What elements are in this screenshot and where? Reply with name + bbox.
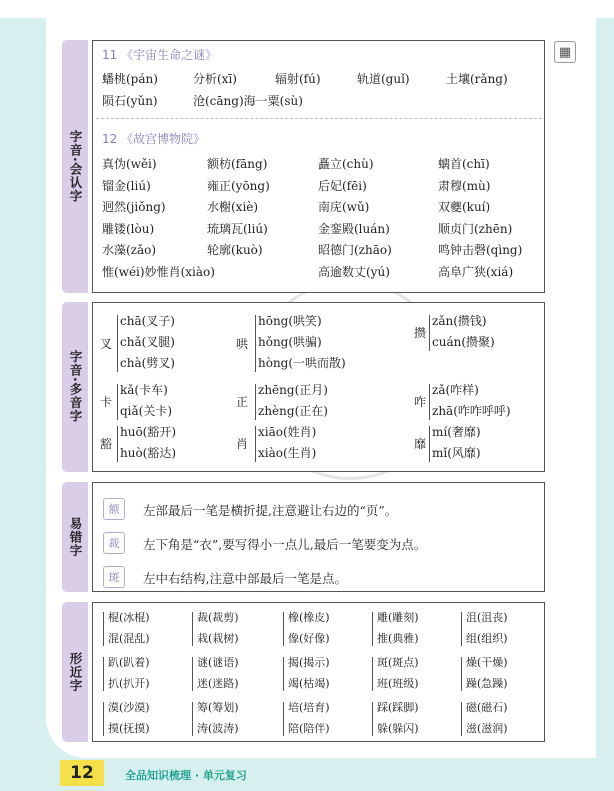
brace [103, 657, 106, 691]
lesson-11-word: 陨石(yǔn) [102, 94, 158, 108]
similar-word: 竭(枯竭) [288, 677, 330, 690]
polyphone-reading: zhā(咋咋呼呼) [432, 404, 511, 418]
brace [117, 315, 118, 372]
lesson-12-word: 鸣钟击磬(qìng) [438, 243, 523, 257]
lesson-12-word: 后妃(fēi) [318, 178, 367, 193]
similar-word: 扒(扒开) [108, 677, 150, 690]
similar-word: 躲(躲闪) [377, 722, 419, 735]
lesson-11-word: 轨道(guǐ) [357, 72, 410, 86]
lesson-12-word: 水藻(zǎo) [102, 243, 157, 257]
similar-word: 躁(急躁) [466, 677, 508, 690]
mistake-text: 左部最后一笔是横折提,注意避让右边的“页”。 [143, 503, 398, 518]
brace [117, 384, 118, 420]
section-tab-polyphone [62, 302, 88, 472]
similar-word: 橡(橡皮) [288, 611, 330, 624]
polyphone-reading: hòng(一哄而散) [258, 356, 346, 370]
lesson-12-word: 高逾数丈(yú) [318, 264, 390, 279]
polyphone-reading: mí(奢靡) [432, 425, 481, 439]
brace [372, 702, 375, 736]
lesson-12-word: 螭首(chī) [438, 157, 490, 171]
brace [192, 657, 195, 691]
lesson-12-word: 真伪(wěi) [102, 157, 157, 171]
brace [372, 612, 375, 646]
similar-word: 摸(抚摸) [108, 722, 150, 735]
polyphone-char: 豁 [100, 437, 113, 451]
polyphone-char: 正 [236, 395, 249, 409]
brace [255, 384, 256, 420]
section-tab-similar [62, 602, 88, 742]
similar-word: 趴(趴着) [108, 656, 150, 669]
brace [255, 426, 256, 462]
polyphone-reading: zhèng(正在) [258, 404, 328, 418]
polyphone-reading: chǎ(叉腿) [120, 335, 175, 349]
lesson-11-word: 辐射(fú) [275, 72, 321, 86]
similar-word: 燥(干燥) [466, 656, 508, 669]
lesson-12-word: 矗立(chù) [318, 157, 374, 171]
similar-word: 雕(雕刻) [377, 611, 419, 624]
similar-word: 栽(栽树) [197, 632, 239, 645]
polyphone-reading: kǎ(卡车) [120, 383, 168, 397]
polyphone-reading: zǎ(咋样) [432, 383, 479, 397]
section-label: 字音·会认字 [68, 129, 83, 204]
polyphone-reading: hōng(哄笑) [258, 314, 322, 328]
brace [461, 657, 464, 691]
similar-word: 斑(斑点) [377, 656, 419, 669]
polyphone-reading: cuán(攒聚) [432, 335, 495, 349]
similar-word: 组(组织) [466, 632, 508, 645]
similar-word: 班(班级) [377, 677, 419, 690]
lesson-12-word: 水榭(xiè) [207, 200, 259, 214]
similar-word: 棍(冰棍) [108, 611, 150, 624]
brace [461, 612, 464, 646]
footer-text: 全品知识梳理 · 单元复习 [125, 769, 247, 782]
lesson-11-word: 蟠桃(pán) [102, 72, 158, 86]
similar-word: 裁(裁剪) [197, 611, 239, 624]
polyphone-char: 靡 [414, 437, 427, 451]
similar-word: 像(好像) [288, 632, 330, 645]
brace [372, 657, 375, 691]
page-number: 12 [60, 760, 104, 786]
polyphone-char: 卡 [100, 395, 113, 409]
brace [103, 612, 106, 646]
lesson-12-word: 雍正(yōng) [207, 178, 270, 193]
lesson-11-word: 土壤(rǎng) [446, 72, 508, 86]
similar-word: 筹(筹划) [197, 701, 239, 714]
lesson-12-word: 南庑(wǔ) [318, 200, 370, 214]
similar-word: 混(混乱) [108, 632, 150, 645]
section-tab-mistakes [62, 482, 88, 592]
similar-word: 漠(沙漠) [108, 701, 150, 714]
similar-word: 陪(陪伴) [288, 722, 330, 735]
similar-word: 踩(踩脚) [377, 701, 419, 714]
polyphone-reading: zǎn(攒钱) [432, 314, 487, 328]
similar-word: 沮(沮丧) [466, 611, 508, 624]
mistake-char-icon: 斑 [103, 566, 125, 588]
similar-word: 磁(磁石) [466, 701, 508, 714]
lesson-12-word: 肃穆(mù) [438, 178, 491, 193]
similar-word: 滋(滋润) [466, 722, 508, 735]
brace [192, 702, 195, 736]
section-label: 字音·多音字 [68, 350, 83, 424]
lesson-12-word: 昭德门(zhāo) [318, 243, 392, 257]
polyphone-char: 攒 [414, 326, 427, 340]
brace [117, 426, 118, 462]
similar-word: 迷(迷路) [197, 677, 239, 690]
brace [283, 657, 286, 691]
polyphone-char: 哄 [236, 336, 249, 351]
brace [103, 702, 106, 736]
lesson-12-word: 镏金(liú) [102, 178, 151, 193]
lesson-12-word: 迥然(jiǒng) [102, 200, 166, 214]
lesson-11-word: 沧(cāng)海一粟(sù) [193, 94, 303, 108]
lesson-12-word: 双夔(kuí) [438, 200, 491, 214]
polyphone-reading: xiào(生肖) [258, 446, 317, 460]
mistake-char-icon: 裁 [103, 532, 125, 554]
brace [429, 426, 430, 462]
brace [255, 315, 256, 372]
section-label: 易错字 [68, 516, 83, 558]
brace [192, 612, 195, 646]
polyphone-char: 肖 [236, 437, 249, 451]
similar-word: 揭(揭示) [288, 656, 330, 669]
similar-word: 推(典雅) [377, 632, 419, 645]
brace [461, 702, 464, 736]
mistake-text: 左中右结构,注意中部最后一笔是点。 [143, 571, 347, 586]
polyphone-reading: zhēng(正月) [258, 383, 328, 397]
brace [283, 612, 286, 646]
section-tab-pronunciation [62, 40, 88, 293]
polyphone-reading: qiǎ(关卡) [120, 404, 173, 418]
similar-word: 谜(谜语) [197, 656, 239, 669]
polyphone-reading: xiāo(姓肖) [258, 425, 317, 439]
section-label: 形近字 [68, 651, 83, 693]
lesson-12-word: 金銮殿(luán) [318, 221, 390, 236]
polyphone-reading: hǒng(哄骗) [258, 335, 322, 349]
polyphone-reading: chā(叉子) [120, 314, 175, 328]
polyphone-reading: mǐ(风靡) [432, 446, 481, 460]
lesson-12-title: 12 《故宫博物院》 [102, 132, 206, 146]
brace [283, 702, 286, 736]
polyphone-char: 叉 [100, 336, 113, 351]
polyphone-reading: chà(劈叉) [120, 356, 175, 370]
lesson-12-word: 琉璃瓦(liú) [207, 221, 268, 236]
lesson-12-word: 额枋(fāng) [207, 157, 268, 171]
lesson-11-word: 分析(xī) [193, 72, 237, 86]
lesson-12-word: 高阜广狭(xiá) [438, 264, 514, 279]
polyphone-reading: huò(豁达) [120, 446, 177, 460]
grid-icon[interactable]: ▦ [554, 41, 576, 63]
brace [429, 315, 430, 351]
similar-word: 涛(波涛) [197, 722, 239, 735]
polyphone-char: 咋 [414, 395, 427, 409]
lesson-12-word: 顺贞门(zhēn) [438, 221, 513, 236]
lesson-12-word: 雕镂(lòu) [102, 221, 155, 236]
brace [429, 384, 430, 420]
polyphone-reading: huō(豁开) [120, 425, 177, 439]
lesson-12-word: 轮廓(kuò) [207, 243, 263, 257]
similar-word: 培(培育) [288, 701, 330, 714]
mistake-char-icon: 额 [103, 498, 125, 520]
lesson-12-word: 惟(wéi)妙惟肖(xiào) [102, 264, 215, 279]
lesson-11-title: 11 《宇宙生命之谜》 [102, 48, 218, 62]
mistake-text: 左下角是“衣”,要写得小一点儿,最后一笔要变为点。 [143, 537, 427, 552]
